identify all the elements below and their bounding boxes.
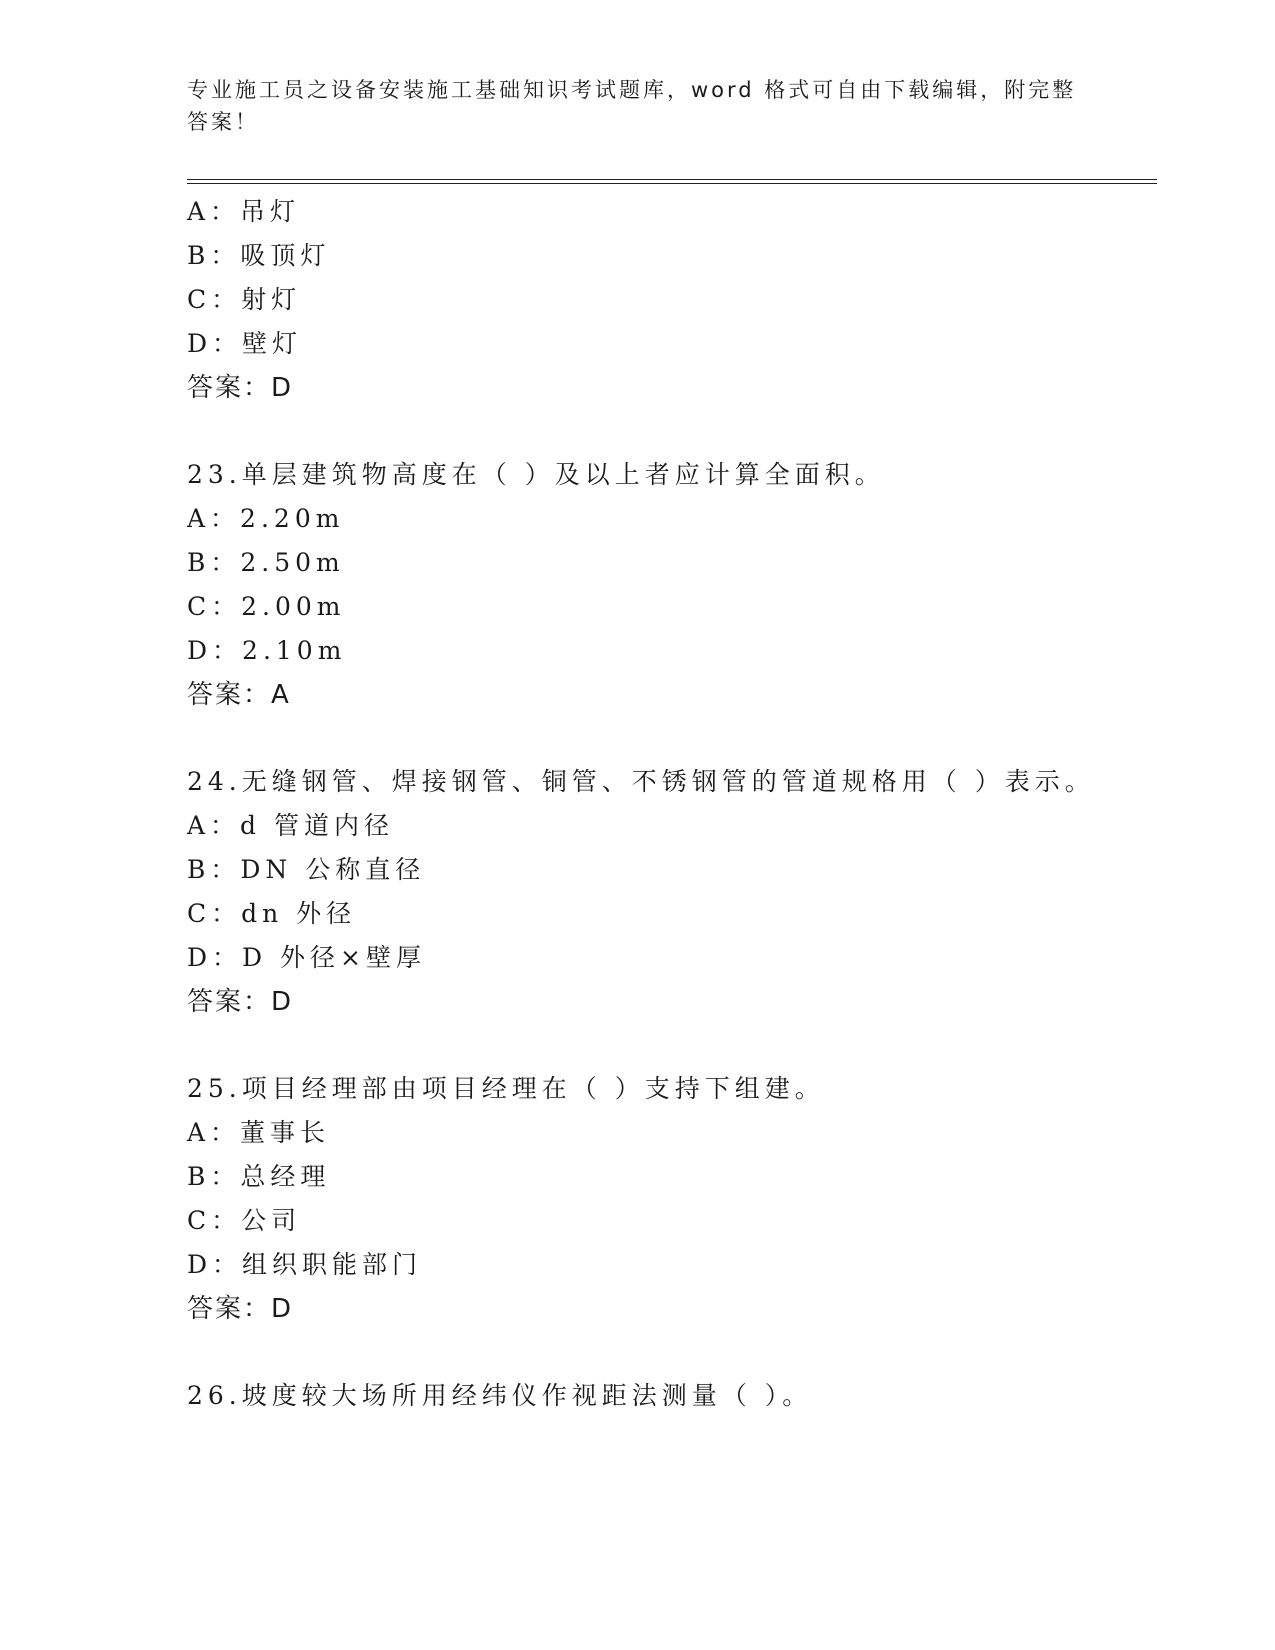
option-d: D：组织职能部门	[187, 1250, 423, 1279]
option-b: B：吸顶灯	[187, 241, 331, 270]
option-a: A：董事长	[187, 1118, 331, 1147]
option-c: C：公司	[187, 1206, 302, 1235]
question-25-prompt: 25.项目经理部由项目经理在（ ）支持下组建。	[187, 1074, 825, 1103]
answer-line: 答案：A	[187, 680, 291, 710]
option-a: A：吊灯	[187, 197, 301, 226]
header-divider-top	[187, 179, 1157, 180]
answer-line: 答案：D	[187, 373, 294, 403]
option-b: B：DN 公称直径	[187, 855, 426, 884]
question-23-prompt: 23.单层建筑物高度在（ ）及以上者应计算全面积。	[187, 460, 885, 489]
header-divider-bottom	[187, 183, 1157, 184]
answer-line: 答案：D	[187, 1294, 294, 1324]
option-a: A：2.20m	[187, 504, 345, 533]
question-26-prompt: 26.坡度较大场所用经纬仪作视距法测量（ ）。	[187, 1381, 813, 1410]
answer-line: 答案：D	[187, 987, 294, 1017]
option-a: A：d 管道内径	[187, 811, 395, 840]
option-b: B：2.50m	[187, 548, 345, 577]
option-d: D：2.10m	[187, 636, 347, 665]
option-c: C：dn 外径	[187, 899, 357, 928]
option-c: C：2.00m	[187, 592, 346, 621]
document-header: 专业施工员之设备安装施工基础知识考试题库，word 格式可自由下载编辑，附完整答案！	[187, 78, 1077, 134]
question-24-prompt: 24.无缝钢管、焊接钢管、铜管、不锈钢管的管道规格用（ ）表示。	[187, 767, 1095, 796]
option-d: D：D 外径×壁厚	[187, 943, 426, 972]
option-b: B：总经理	[187, 1162, 331, 1191]
option-d: D：壁灯	[187, 329, 303, 358]
option-c: C：射灯	[187, 285, 302, 314]
